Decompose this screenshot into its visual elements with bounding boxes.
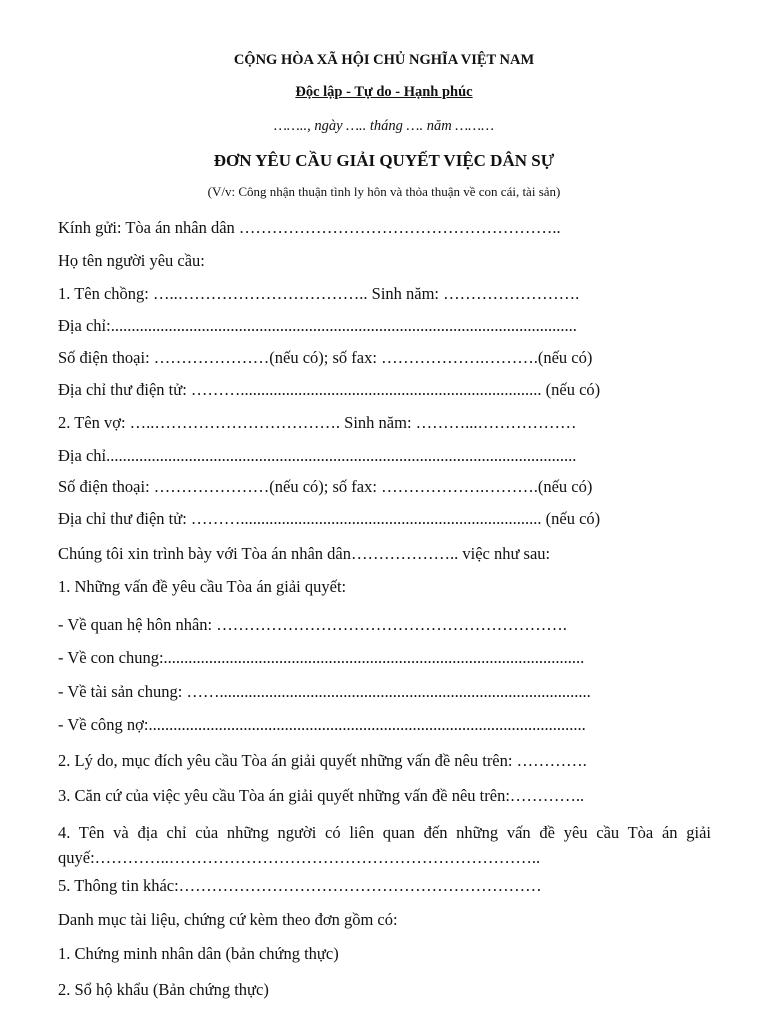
- country-heading: CỘNG HÒA XÃ HỘI CHỦ NGHĨA VIỆT NAM: [233, 52, 535, 68]
- wife-address-line: Địa chỉ..................................................................................................................: [58, 446, 577, 465]
- date-line: …….., ngày ….. tháng …. năm ………: [274, 118, 494, 134]
- wife-email-line: Địa chỉ thư điện tử: ………......................................................................... (nếu có): [58, 509, 601, 528]
- husband-phone-line: Số điện thoại: …………………(nếu có); số fax: ……………….……….(nếu có): [58, 348, 593, 367]
- husband-email-line: Địa chỉ thư điện tử: ………......................................................................... (nếu có): [58, 380, 601, 399]
- husband-name-line: 1. Tên chồng: …..…………………………….. Sinh năm: …………………….: [58, 284, 580, 303]
- marriage-issue-line: - Về quan hệ hôn nhân: ……………………………………………………….: [58, 615, 567, 634]
- requester-heading: Họ tên người yêu cầu:: [58, 251, 205, 270]
- attachment-item: 1. Chứng minh nhân dân (bản chứng thực): [58, 944, 339, 963]
- debt-issue-line: - Về công nợ:..........................................................................................................: [58, 715, 586, 734]
- children-issue-line: - Về con chung:......................................................................................................: [58, 648, 585, 667]
- husband-address-line: Địa chỉ:.................................................................................................................: [58, 316, 577, 335]
- presentation-line: Chúng tôi xin trình bày với Tòa án nhân dân……………….. việc như sau:: [58, 544, 551, 563]
- addressee-line: Kính gửi: Tòa án nhân dân …………………………………………………..: [58, 218, 561, 237]
- basis-line: 3. Căn cứ của việc yêu cầu Tòa án giải quyết những vấn đề nêu trên:…………..: [58, 786, 585, 805]
- attachment-item: 2. Sổ hộ khẩu (Bản chứng thực): [58, 980, 269, 999]
- issues-heading: 1. Những vấn đề yêu cầu Tòa án giải quyết:: [58, 577, 347, 596]
- document-title: ĐƠN YÊU CẦU GIẢI QUYẾT VIỆC DÂN SỰ: [213, 151, 555, 170]
- property-issue-line: - Về tài sản chung: ……..........................................................................................: [58, 682, 591, 701]
- related-persons-paragraph: 4. Tên và địa chỉ của những người có liên quan đến những vấn đề yêu cầu Tòa án giải quyế:…………..…………………………………………………………..: [58, 823, 711, 867]
- wife-name-line: 2. Tên vợ: …..……………………………. Sinh năm: ………...………………: [58, 413, 577, 432]
- document-subtitle: (V/v: Công nhận thuận tình ly hôn và thỏa thuận về con cái, tài sản): [207, 184, 561, 199]
- wife-phone-line: Số điện thoại: …………………(nếu có); số fax: ……………….……….(nếu có): [58, 477, 593, 496]
- attachments-heading: Danh mục tài liệu, chứng cứ kèm theo đơn gồm có:: [58, 910, 398, 929]
- other-info-line: 5. Thông tin khác:…………………………………………………………: [58, 876, 542, 895]
- reason-line: 2. Lý do, mục đích yêu cầu Tòa án giải quyết những vấn đề nêu trên: ………….: [58, 751, 587, 770]
- motto: Độc lập - Tự do - Hạnh phúc: [295, 84, 473, 100]
